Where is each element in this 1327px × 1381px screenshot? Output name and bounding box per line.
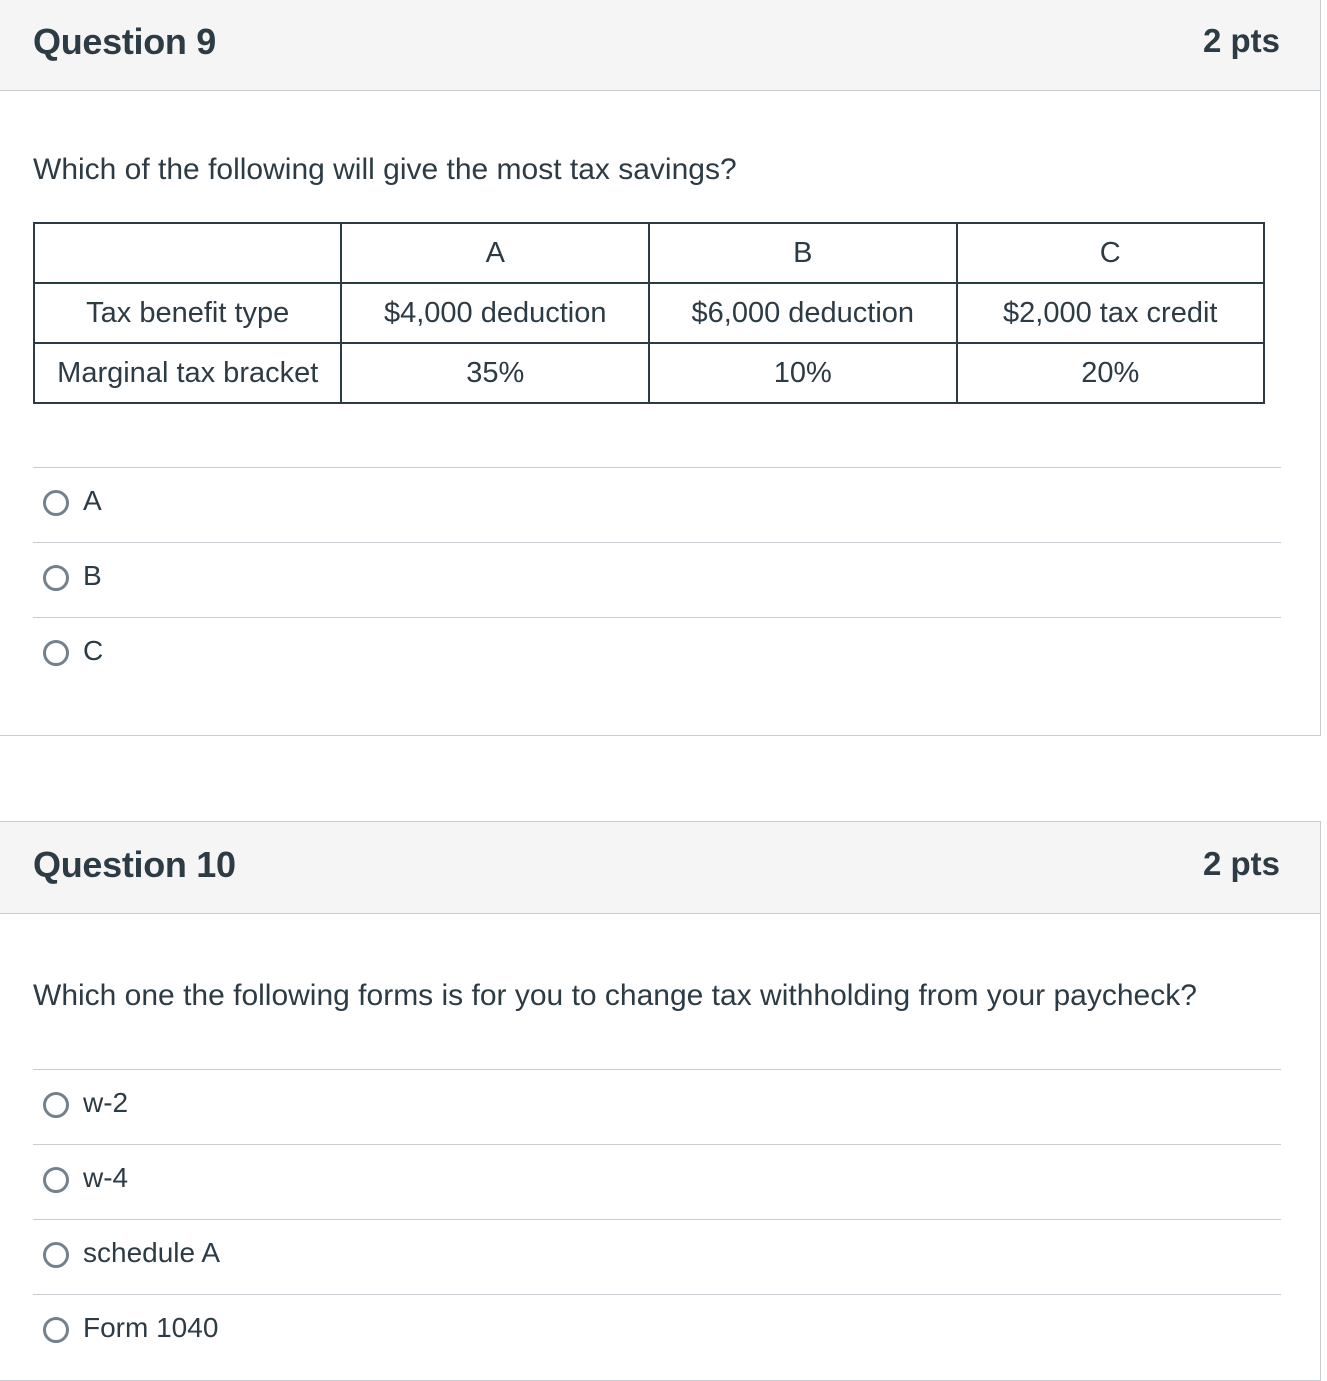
radio-button[interactable]: [43, 1242, 69, 1268]
question-header: [0, 0, 1320, 91]
question-header: [0, 822, 1320, 914]
answer-option-form-1040[interactable]: [33, 1294, 1281, 1369]
answer-label[interactable]: B: [83, 560, 102, 591]
radio-button[interactable]: [43, 1317, 69, 1343]
table-header-cell: C: [957, 223, 1264, 283]
answer-label[interactable]: C: [83, 635, 104, 666]
table-row: [34, 283, 1264, 343]
answer-label[interactable]: Form 1040: [83, 1312, 219, 1343]
answer-list: [33, 1069, 1281, 1369]
answer-option-w4[interactable]: [33, 1144, 1281, 1219]
question-text: Which of the following will give the most tax savings?: [33, 153, 737, 186]
tax-comparison-table: [33, 222, 1265, 404]
table-cell: $4,000 deduction: [341, 283, 649, 343]
answer-label[interactable]: A: [83, 485, 102, 516]
radio-button[interactable]: [43, 1167, 69, 1193]
answer-option-a[interactable]: [33, 467, 1281, 542]
answer-option-c[interactable]: [33, 617, 1281, 692]
table-cell: 10%: [649, 343, 957, 403]
table-row-header: Tax benefit type: [34, 283, 341, 343]
table-cell: 20%: [957, 343, 1264, 403]
answer-list: [33, 467, 1281, 692]
answer-option-b[interactable]: [33, 542, 1281, 617]
radio-button[interactable]: [43, 1092, 69, 1118]
table-row: [34, 343, 1264, 403]
table-row-header: Marginal tax bracket: [34, 343, 341, 403]
question-text: Which one the following forms is for you to change tax withholding from your paycheck?: [33, 979, 1197, 1012]
radio-button[interactable]: [43, 640, 69, 666]
table-header-row: [34, 223, 1264, 283]
question-title: Question 10: [33, 844, 236, 885]
table-header-cell: [34, 223, 341, 283]
question-title: Question 9: [33, 21, 217, 62]
question-points: 2 pts: [1202, 22, 1280, 59]
answer-label[interactable]: w-2: [83, 1087, 129, 1118]
answer-label[interactable]: w-4: [83, 1162, 129, 1193]
radio-button[interactable]: [43, 490, 69, 516]
table-cell: $6,000 deduction: [649, 283, 957, 343]
table-header-cell: B: [649, 223, 957, 283]
answer-option-schedule-a[interactable]: [33, 1219, 1281, 1294]
question-points: 2 pts: [1202, 845, 1280, 882]
answer-label[interactable]: schedule A: [83, 1237, 220, 1268]
table-header-cell: A: [341, 223, 649, 283]
radio-button[interactable]: [43, 565, 69, 591]
table-cell: 35%: [341, 343, 649, 403]
question-10-card: [0, 821, 1321, 1381]
answer-option-w2[interactable]: [33, 1069, 1281, 1144]
table-cell: $2,000 tax credit: [957, 283, 1264, 343]
